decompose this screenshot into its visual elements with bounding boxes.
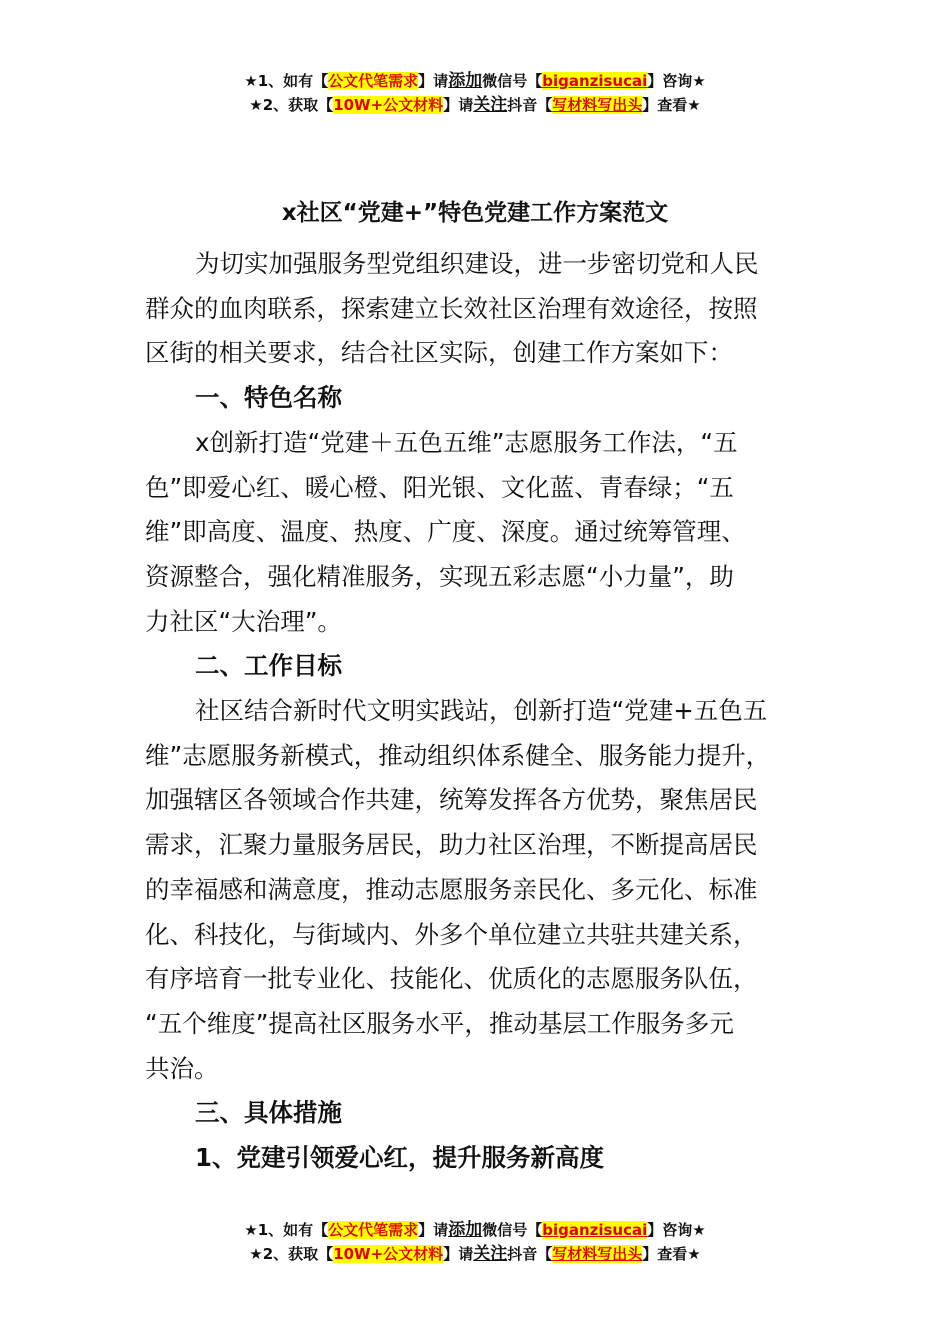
banner-text: 】咨询★ [647, 1221, 706, 1239]
text-line: 共治。 [145, 1053, 219, 1083]
underlined-text: 关注 [473, 1244, 508, 1264]
banner-text: ★2、获取【 [249, 1245, 334, 1263]
text-line: 力社区“大治理”。 [145, 606, 342, 636]
section-heading [145, 1091, 825, 1136]
underlined-text: 添加 [448, 1220, 483, 1240]
paragraph [145, 421, 825, 645]
text-line: 化、科技化，与街域内、外多个单位建立共驻共建关系， [145, 919, 758, 949]
banner-text: ★1、如有【 [244, 72, 329, 90]
highlight-text: 公文代笔需求 [328, 1221, 419, 1239]
paragraph [145, 242, 825, 376]
banner-text: ★2、获取【 [249, 96, 334, 114]
banner-line2 [0, 93, 950, 117]
banner-text: 抖音【 [507, 96, 553, 114]
banner-line1 [0, 1218, 950, 1242]
document-body [145, 242, 825, 1181]
text-line: 二、工作目标 [195, 651, 342, 681]
text-line: 群众的血肉联系，探索建立长效社区治理有效途径，按照 [145, 293, 758, 323]
text-line: 三、具体措施 [195, 1098, 342, 1128]
banner-text: 】查看★ [642, 96, 701, 114]
document-title: x社区“党建+”特色党建工作方案范文 [281, 200, 669, 226]
text-line: 加强辖区各领域合作共建，统筹发挥各方优势，聚焦居民 [145, 785, 758, 815]
highlight-text: 写材料写出头 [552, 96, 643, 114]
banner-text: 微信号【 [482, 1221, 543, 1239]
underlined-text: 关注 [473, 95, 508, 115]
highlight-text: 写材料写出头 [552, 1245, 643, 1263]
text-line: 维”志愿服务新模式，推动组织体系健全、服务能力提升， [145, 740, 771, 770]
banner-line1 [0, 69, 950, 93]
underlined-text: 添加 [448, 71, 483, 91]
paragraph [145, 689, 825, 1091]
text-line: 社区结合新时代文明实践站，创新打造“党建+五色五 [195, 696, 768, 726]
banner-text: 】请 [443, 96, 474, 114]
banner-text: 】请 [418, 72, 449, 90]
text-line: 需求，汇聚力量服务居民，助力社区治理，不断提高居民 [145, 830, 758, 860]
banner-text: 】请 [418, 1221, 449, 1239]
banner-text: 】咨询★ [647, 72, 706, 90]
text-line: x创新打造“党建＋五色五维”志愿服务工作法，“五 [195, 427, 738, 457]
text-line: 为切实加强服务型党组织建设，进一步密切党和人民 [195, 249, 759, 278]
section-heading [145, 644, 825, 689]
highlight-text: 10W+公文材料 [333, 1245, 444, 1263]
text-line: “五个维度”提高社区服务水平，推动基层工作服务多元 [145, 1008, 734, 1038]
section-heading [145, 1136, 825, 1181]
text-line: 资源整合，强化精准服务，实现五彩志愿“小力量”，助 [145, 561, 734, 591]
text-line: 1、党建引领爱心红，提升服务新高度 [195, 1143, 605, 1173]
text-line: 区街的相关要求，结合社区实际，创建工作方案如下： [145, 338, 733, 368]
banner-text: 抖音【 [507, 1245, 553, 1263]
banner-text: 微信号【 [482, 72, 543, 90]
banner-text: ★1、如有【 [244, 1221, 329, 1239]
text-line: 维”即高度、温度、热度、广度、深度。通过统筹管理、 [145, 517, 746, 547]
highlight-text: biganzisucai [542, 1221, 648, 1239]
promo-banner-top [0, 69, 950, 117]
banner-text: 】请 [443, 1245, 474, 1263]
text-line: 的幸福感和满意度，推动志愿服务亲民化、多元化、标准 [145, 874, 758, 904]
highlight-text: 公文代笔需求 [328, 72, 419, 90]
promo-banner-bottom [0, 1218, 950, 1266]
highlight-text: biganzisucai [542, 72, 648, 90]
highlight-text: 10W+公文材料 [333, 96, 444, 114]
text-line: 色”即爱心红、暖心橙、阳光银、文化蓝、青春绿；“五 [145, 472, 734, 502]
banner-line2 [0, 1242, 950, 1266]
banner-text: 】查看★ [642, 1245, 701, 1263]
text-line: 有序培育一批专业化、技能化、优质化的志愿服务队伍， [145, 964, 758, 994]
text-line: 一、特色名称 [195, 383, 342, 413]
section-heading [145, 376, 825, 421]
